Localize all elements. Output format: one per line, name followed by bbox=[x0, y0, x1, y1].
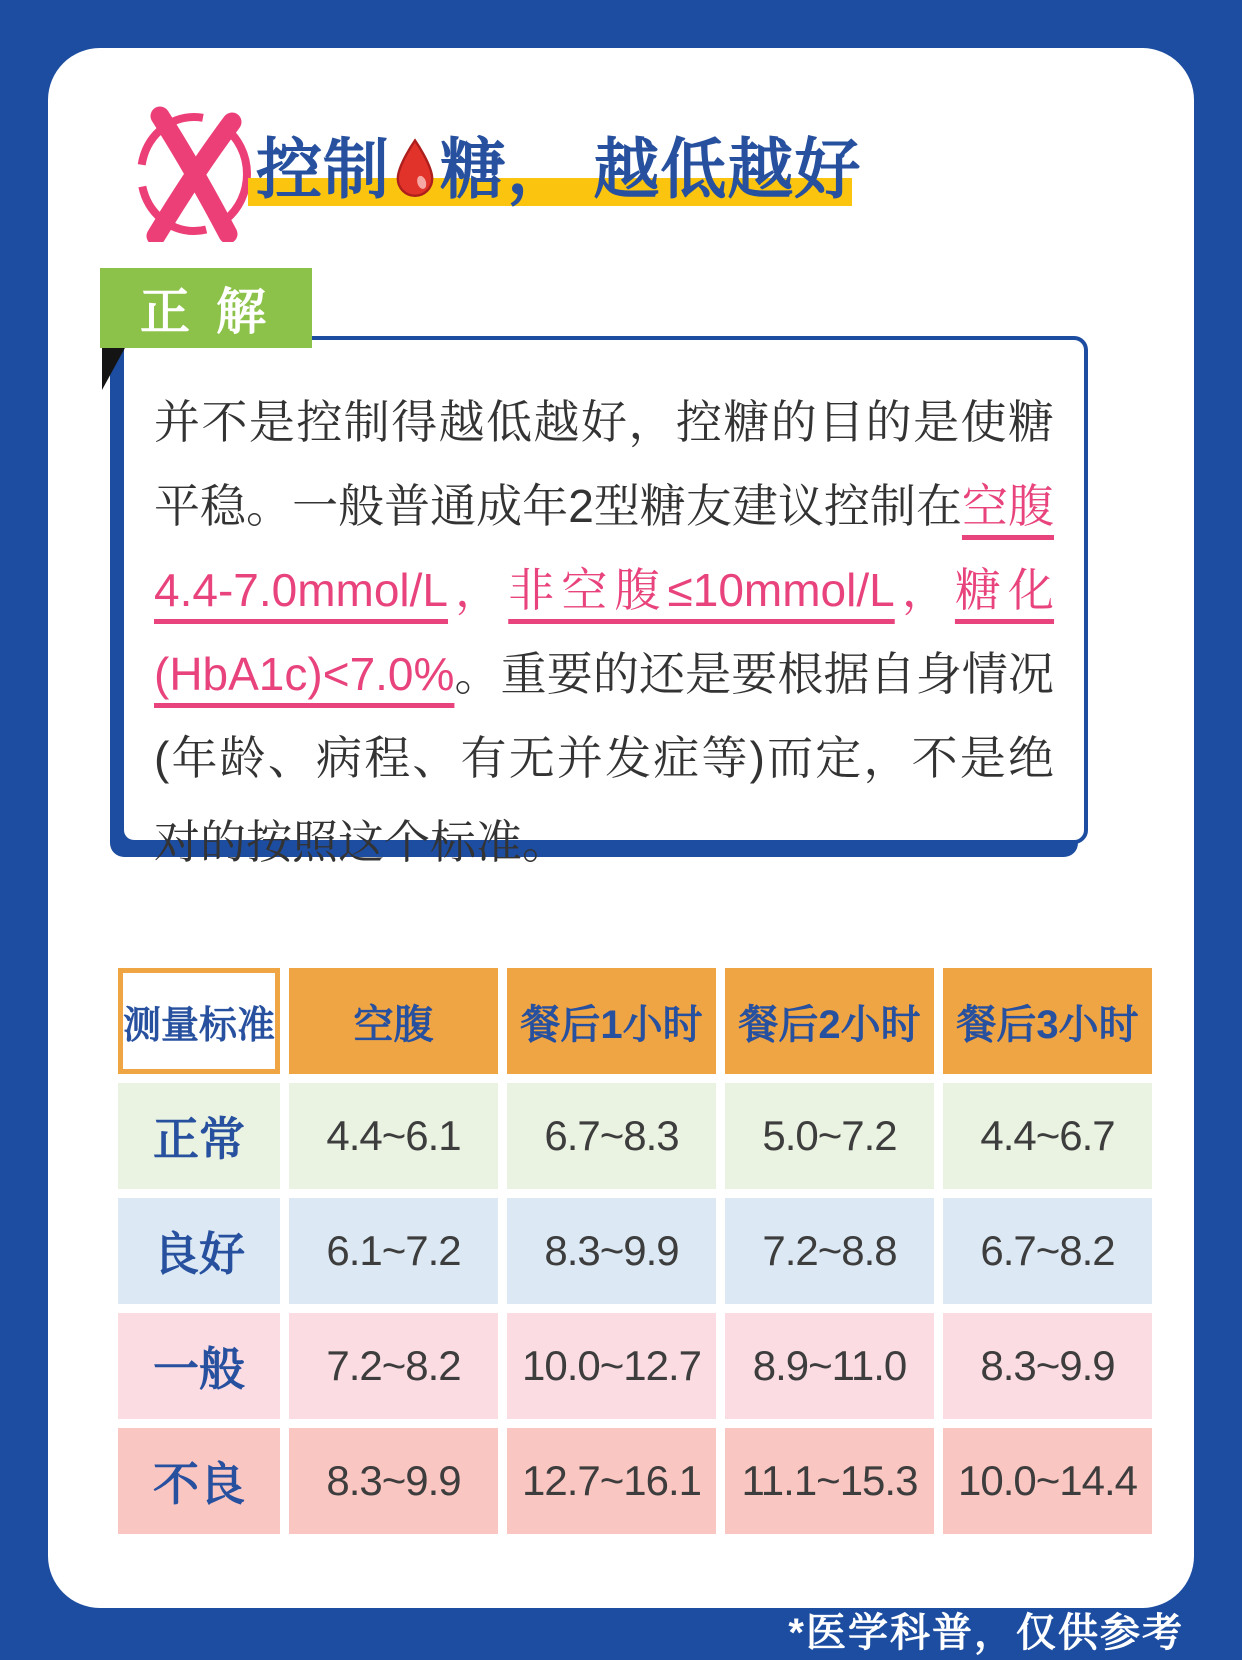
answer-segment-em-plain: ， bbox=[894, 564, 955, 616]
blood-drop-icon bbox=[394, 138, 436, 202]
row-label: 一般 bbox=[118, 1313, 280, 1419]
value-cell: 6.7~8.3 bbox=[507, 1083, 716, 1189]
value-cell: 6.1~7.2 bbox=[289, 1198, 498, 1304]
column-header: 空腹 bbox=[289, 968, 498, 1074]
answer-segment-normal: 。重要的还是要根据自身情况(年龄、病程、有无并发症等)而定，不是绝对的按照这个标准。 bbox=[154, 648, 1054, 868]
answer-segment-em: 糖化(HbA1c)<7.0% bbox=[154, 564, 1055, 700]
row-label: 不良 bbox=[118, 1428, 280, 1534]
value-cell: 8.9~11.0 bbox=[725, 1313, 934, 1419]
value-cell: 7.2~8.8 bbox=[725, 1198, 934, 1304]
value-cell: 8.3~9.9 bbox=[507, 1198, 716, 1304]
value-cell: 10.0~14.4 bbox=[943, 1428, 1152, 1534]
content-card bbox=[48, 48, 1194, 1608]
value-cell: 8.3~9.9 bbox=[289, 1428, 498, 1534]
answer-paragraph bbox=[154, 380, 1054, 884]
title-text-before: 控制 bbox=[256, 132, 390, 206]
value-cell: 12.7~16.1 bbox=[507, 1428, 716, 1534]
value-cell: 4.4~6.7 bbox=[943, 1083, 1152, 1189]
table-corner-header: 测量标准 bbox=[118, 968, 280, 1074]
value-cell: 5.0~7.2 bbox=[725, 1083, 934, 1189]
correct-answer-label: 正 解 bbox=[100, 268, 312, 348]
footer-note: *医学科普，仅供参考 bbox=[788, 1611, 1184, 1655]
value-cell: 10.0~12.7 bbox=[507, 1313, 716, 1419]
glucose-table bbox=[118, 968, 1152, 1534]
row-label: 良好 bbox=[118, 1198, 280, 1304]
value-cell: 4.4~6.1 bbox=[289, 1083, 498, 1189]
column-header: 餐后1小时 bbox=[507, 968, 716, 1074]
column-header: 餐后2小时 bbox=[725, 968, 934, 1074]
value-cell: 7.2~8.2 bbox=[289, 1313, 498, 1419]
answer-segment-em-plain: ， bbox=[448, 564, 509, 616]
row-label: 正常 bbox=[118, 1083, 280, 1189]
x-mark-circle-icon bbox=[128, 100, 260, 242]
label-tail bbox=[102, 346, 126, 390]
answer-segment-normal: 并不是控制得越低越好，控糖的目的是使糖平稳。一般普通成年2型糖友建议控制在 bbox=[154, 396, 1054, 532]
value-cell: 8.3~9.9 bbox=[943, 1313, 1152, 1419]
column-header: 餐后3小时 bbox=[943, 968, 1152, 1074]
answer-segment-em: 空腹4.4-7.0mmol/L bbox=[154, 480, 1054, 616]
value-cell: 6.7~8.2 bbox=[943, 1198, 1152, 1304]
value-cell: 11.1~15.3 bbox=[725, 1428, 934, 1534]
answer-box bbox=[120, 336, 1088, 868]
answer-segment-em: 非空腹≤10mmol/L bbox=[508, 564, 895, 616]
page-title bbox=[256, 116, 861, 211]
title-text-after: 糖， 越低越好 bbox=[440, 132, 862, 206]
